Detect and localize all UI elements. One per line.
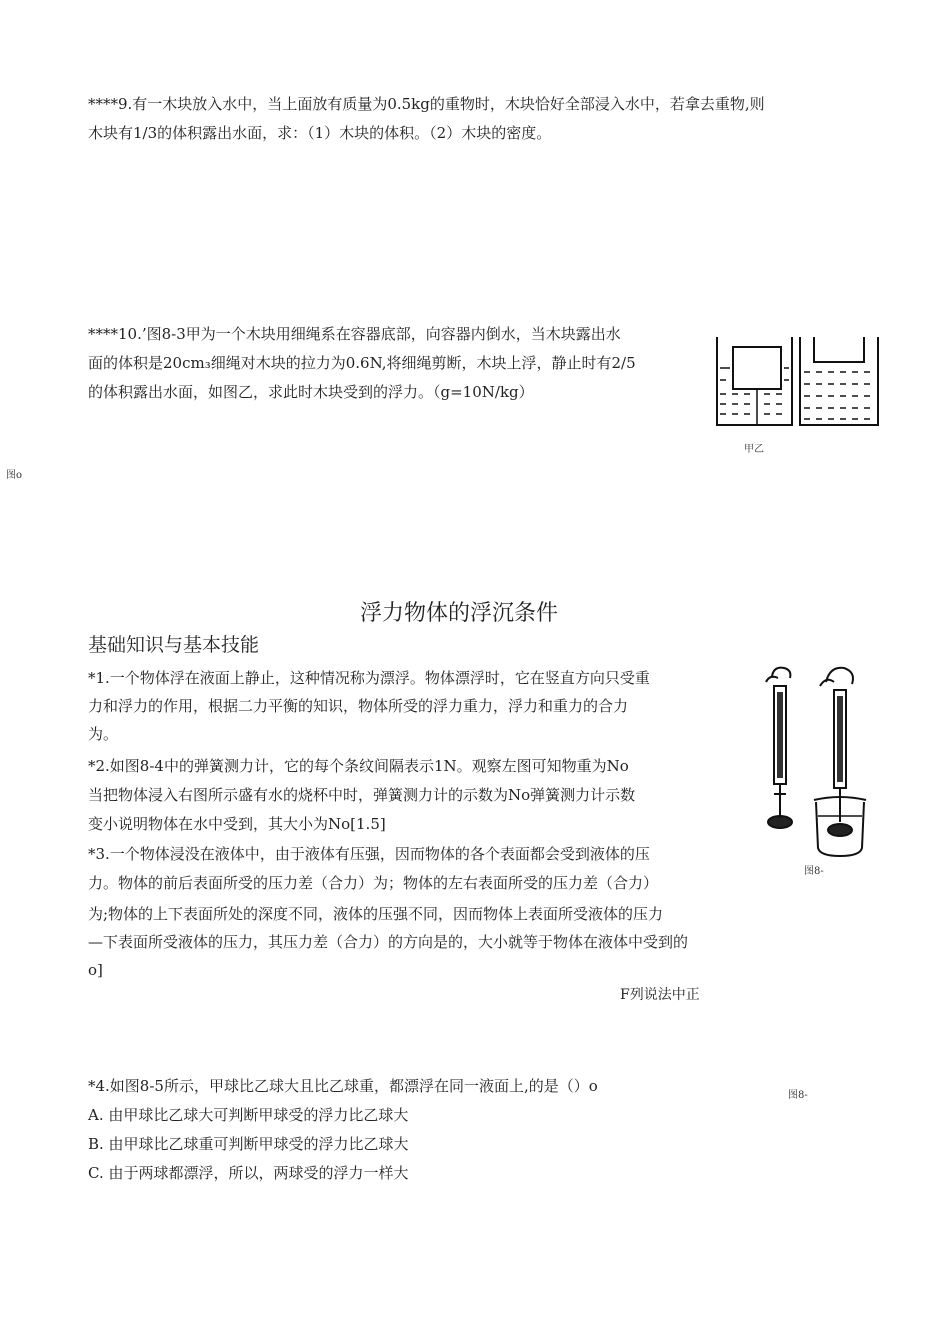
figure-8-3-caption: 甲乙 <box>744 444 764 455</box>
q10-line-3: 的体积露出水面，如图乙，求此时木块受到的浮力。（g=10N/kg） <box>88 383 534 401</box>
q3-line-3: 为;物体的上下表面所处的深度不同，液体的压强不同，因而物体上表面所受液体的压力 <box>88 905 664 923</box>
q10-line-2: 面的体积是20cm₃细绳对木块的拉力为0.6N,将细绳剪断，木块上浮，静止时有2/5 <box>88 354 636 372</box>
container-yi <box>800 337 878 425</box>
q10-line-1: ****10.’图8-3甲为一个木块用细绳系在容器底部，向容器内倒水，当木块露出水 <box>88 325 621 343</box>
section-title: 浮力物体的浮沉条件 <box>360 601 559 626</box>
q9-line-2: 木块有1/3的体积露出水面，求：（1）木块的体积。（2）木块的密度。 <box>88 124 552 142</box>
q3-line-1: *3.一个物体浸没在液体中，由于液体有压强，因而物体的各个表面都会受到液体的压 <box>88 845 650 863</box>
q2-line-2: 当把物体浸入右图所示盛有水的烧杯中时，弹簧测力计的示数为No弹簧测力计示数 <box>88 786 636 804</box>
q3-line-5: o] <box>88 961 103 979</box>
figure-8-4-spring-scales <box>760 662 880 860</box>
margin-figure-label: 图o <box>6 470 23 481</box>
q3-line-2: 力。物体的前后表面所受的压力差（合力）为；物体的左右表面所受的压力差（合力） <box>88 874 659 892</box>
figure-8-3-containers <box>712 332 882 432</box>
q1-line-3: 为。 <box>88 725 119 743</box>
q4-option-c: C. 由于两球都漂浮，所以，两球受的浮力一样大 <box>88 1164 409 1182</box>
q2-line-3: 变小说明物体在水中受到，其大小为No[1.5] <box>88 815 386 833</box>
container-jia <box>717 337 792 425</box>
spring-scale-right <box>820 668 853 836</box>
q2-line-1: *2.如图8-4中的弹簧测力计，它的每个条纹间隔表示1N。观察左图可知物重为No <box>88 757 629 775</box>
section-subtitle: 基础知识与基本技能 <box>88 634 260 656</box>
figure-8-4-caption: 图8- <box>804 866 824 877</box>
figure-8-5-caption: 图8- <box>788 1090 808 1101</box>
q4-option-b: B. 由甲球比乙球重可判断甲球受的浮力比乙球大 <box>88 1135 409 1153</box>
q1-line-2: 力和浮力的作用，根据二力平衡的知识，物体所受的浮力重力，浮力和重力的合力 <box>88 697 629 715</box>
q9-line-1: ****9.有一木块放入水中，当上面放有质量为0.5kg的重物时，木块恰好全部浸入水中，若拿去重物,则 <box>88 95 765 113</box>
cut-off-text: F列说法中正 <box>620 987 700 1003</box>
q1-line-1: *1.一个物体浮在液面上静止，这种情况称为漂浮。物体漂浮时，它在竖直方向只受重 <box>88 669 650 687</box>
spring-scale-left <box>766 668 792 828</box>
q4-option-a: A. 由甲球比乙球大可判断甲球受的浮力比乙球大 <box>88 1106 409 1124</box>
q3-line-4: —下表面所受液体的压力，其压力差（合力）的方向是的，大小就等于物体在液体中受到的 <box>88 933 689 951</box>
q4-stem: *4.如图8-5所示，甲球比乙球大且比乙球重，都漂浮在同一液面上,的是（）o <box>88 1077 598 1095</box>
